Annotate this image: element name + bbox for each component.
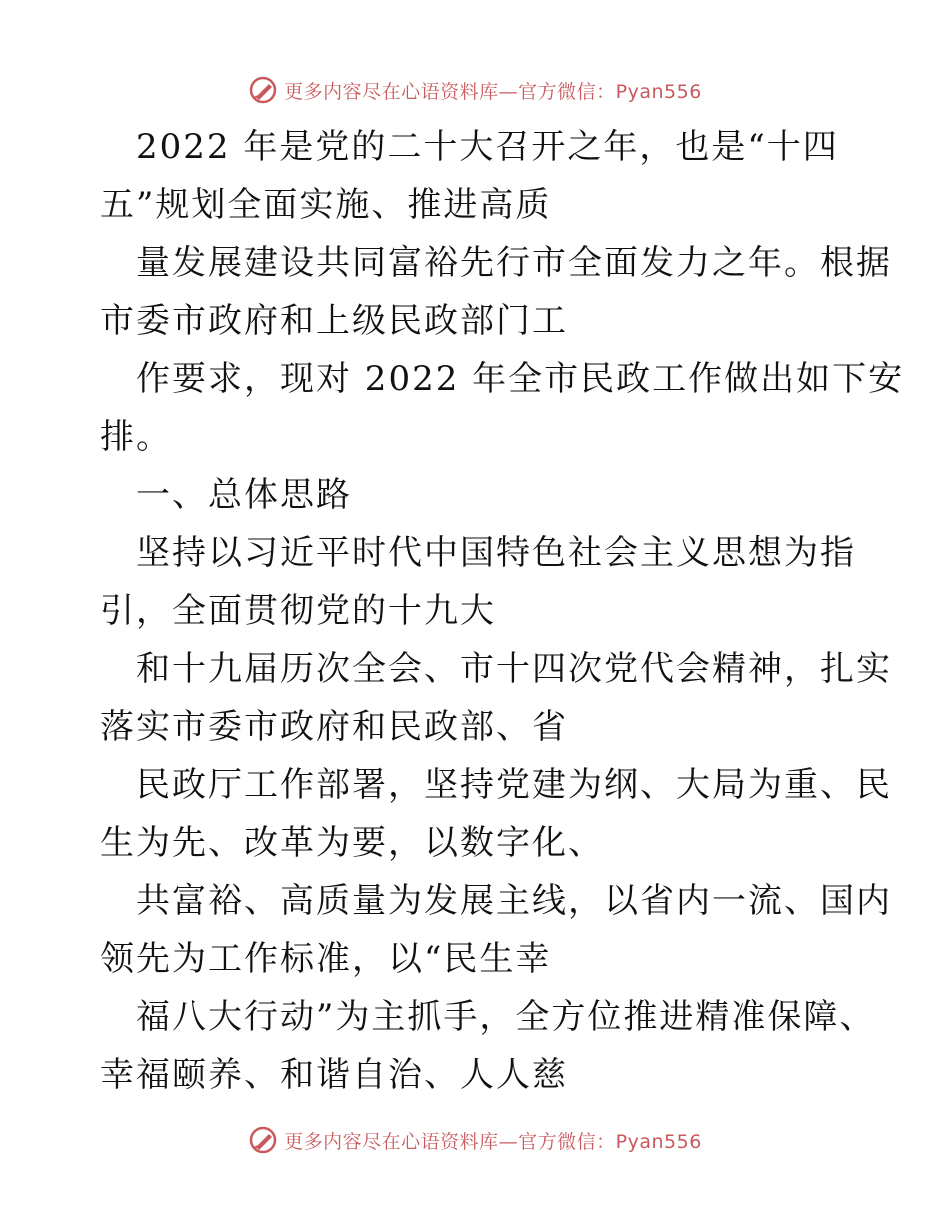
text-line: 和十九届历次全会、市十四次党代会精神，扎实 [136,649,892,689]
wechat-id: Pyan556 [615,1130,702,1153]
document-body [100,118,905,1104]
text-line: 五”规划全面实施、推进高质 [100,185,552,225]
text-line: 坚持以习近平时代中国特色社会主义思想为指 [136,533,856,573]
text-line: 领先为工作标准，以“民生幸 [100,939,552,979]
wechat-id: Pyan556 [615,80,702,103]
text-line: 作要求，现对 2022 年全市民政工作做出如下安 [136,359,905,399]
watermark-text: 更多内容尽在心语资料库—官方微信：Pyan556 [284,1130,702,1153]
quill-logo-icon [248,75,278,105]
text-line: 福八大行动”为主抓手，全方位推进精准保障、 [136,997,876,1037]
text-line: 落实市委市政府和民政部、省 [100,707,568,747]
text-line: 幸福颐养、和谐自治、人人慈 [100,1055,568,1095]
watermark-text: 更多内容尽在心语资料库—官方微信：Pyan556 [284,80,702,103]
text-line: 市委市政府和上级民政部门工 [100,301,568,341]
footer-watermark [0,1120,950,1160]
text-line: 2022 年是党的二十大召开之年，也是“十四 [136,127,839,167]
header-watermark [0,70,950,110]
quill-logo-icon [248,1125,278,1155]
text-line: 共富裕、高质量为发展主线，以省内一流、国内 [136,881,892,921]
text-line: 排。 [100,417,172,457]
text-line: 民政厅工作部署，坚持党建为纲、大局为重、民 [136,765,892,805]
watermark-group [248,1125,702,1155]
text-line: 生为先、改革为要，以数字化、 [100,823,604,863]
text-line: 一、总体思路 [136,475,352,515]
watermark-group [248,75,702,105]
text-line: 量发展建设共同富裕先行市全面发力之年。根据 [136,243,892,283]
text-line: 引，全面贯彻党的十九大 [100,591,496,631]
